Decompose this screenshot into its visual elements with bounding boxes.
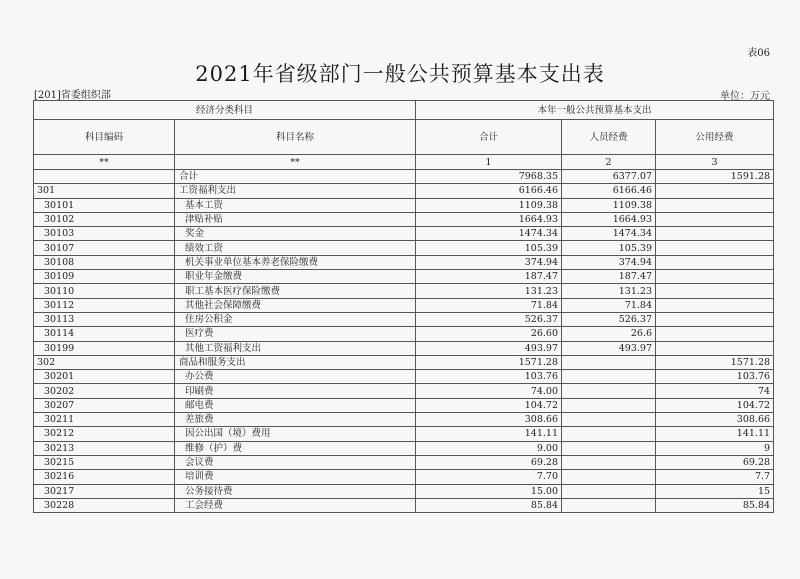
table-row bbox=[34, 370, 774, 384]
table-row bbox=[34, 227, 774, 241]
total-cell: 15.00 bbox=[416, 484, 562, 498]
total-cell: 26.60 bbox=[416, 327, 562, 341]
personnel-cell: 187.47 bbox=[562, 270, 656, 284]
code-cell: 30211 bbox=[34, 413, 175, 427]
total-cell: 7.70 bbox=[416, 470, 562, 484]
col-index-2: 2 bbox=[562, 155, 656, 170]
public-cell bbox=[656, 270, 774, 284]
personnel-cell bbox=[562, 370, 656, 384]
code-cell: 30199 bbox=[34, 341, 175, 355]
table-row bbox=[34, 298, 774, 312]
code-cell: 30109 bbox=[34, 270, 175, 284]
page-title: 2021年省级部门一般公共预算基本支出表 bbox=[195, 62, 605, 86]
personnel-cell bbox=[562, 413, 656, 427]
total-cell: 308.66 bbox=[416, 413, 562, 427]
code-cell: 30216 bbox=[34, 470, 175, 484]
table-row bbox=[34, 498, 774, 512]
name-cell: 邮电费 bbox=[175, 398, 416, 412]
total-cell: 1109.38 bbox=[416, 198, 562, 212]
name-cell: 医疗费 bbox=[175, 327, 416, 341]
personnel-cell: 6166.46 bbox=[562, 184, 656, 198]
mark-name: ** bbox=[175, 155, 416, 170]
personnel-cell bbox=[562, 355, 656, 369]
table-row bbox=[34, 284, 774, 298]
name-cell: 差旅费 bbox=[175, 413, 416, 427]
name-cell: 因公出国（境）费用 bbox=[175, 427, 416, 441]
name-cell: 培训费 bbox=[175, 470, 416, 484]
public-cell: 15 bbox=[656, 484, 774, 498]
total-cell: 493.97 bbox=[416, 341, 562, 355]
table-row bbox=[34, 255, 774, 269]
public-cell: 1571.28 bbox=[656, 355, 774, 369]
name-cell: 会议费 bbox=[175, 455, 416, 469]
table-row bbox=[34, 327, 774, 341]
public-cell bbox=[656, 212, 774, 226]
name-cell: 工会经费 bbox=[175, 498, 416, 512]
table-row bbox=[34, 398, 774, 412]
table-row bbox=[34, 413, 774, 427]
code-cell: 30202 bbox=[34, 384, 175, 398]
col-index-1: 1 bbox=[416, 155, 562, 170]
unit-label: 单位：万元 bbox=[720, 91, 770, 102]
name-cell: 合计 bbox=[175, 170, 416, 184]
name-cell: 机关事业单位基本养老保险缴费 bbox=[175, 255, 416, 269]
header-public: 公用经费 bbox=[656, 120, 774, 155]
table-row bbox=[34, 212, 774, 226]
total-cell: 105.39 bbox=[416, 241, 562, 255]
code-cell: 30110 bbox=[34, 284, 175, 298]
personnel-cell: 1664.93 bbox=[562, 212, 656, 226]
total-cell: 9.00 bbox=[416, 441, 562, 455]
personnel-cell bbox=[562, 470, 656, 484]
name-cell: 基本工资 bbox=[175, 198, 416, 212]
total-cell: 141.11 bbox=[416, 427, 562, 441]
personnel-cell: 26.6 bbox=[562, 327, 656, 341]
table-row bbox=[34, 484, 774, 498]
table-row bbox=[34, 355, 774, 369]
total-cell: 187.47 bbox=[416, 270, 562, 284]
table-row bbox=[34, 241, 774, 255]
col-index-3: 3 bbox=[656, 155, 774, 170]
public-cell: 74 bbox=[656, 384, 774, 398]
public-cell bbox=[656, 184, 774, 198]
name-cell: 维修（护）费 bbox=[175, 441, 416, 455]
public-cell: 103.76 bbox=[656, 370, 774, 384]
public-cell: 141.11 bbox=[656, 427, 774, 441]
personnel-cell: 105.39 bbox=[562, 241, 656, 255]
header-total: 合计 bbox=[416, 120, 562, 155]
personnel-cell: 6377.07 bbox=[562, 170, 656, 184]
public-cell bbox=[656, 227, 774, 241]
code-cell: 30213 bbox=[34, 441, 175, 455]
mark-code: ** bbox=[34, 155, 175, 170]
personnel-cell bbox=[562, 484, 656, 498]
personnel-cell: 374.94 bbox=[562, 255, 656, 269]
personnel-cell bbox=[562, 384, 656, 398]
header-code: 科目编码 bbox=[34, 120, 175, 155]
personnel-cell bbox=[562, 427, 656, 441]
personnel-cell: 1474.34 bbox=[562, 227, 656, 241]
total-cell: 103.76 bbox=[416, 370, 562, 384]
table-row bbox=[34, 170, 774, 184]
code-cell: 30102 bbox=[34, 212, 175, 226]
total-cell: 374.94 bbox=[416, 255, 562, 269]
personnel-cell: 493.97 bbox=[562, 341, 656, 355]
table-number: 表06 bbox=[747, 48, 770, 59]
code-cell: 30217 bbox=[34, 484, 175, 498]
public-cell: 308.66 bbox=[656, 413, 774, 427]
personnel-cell bbox=[562, 398, 656, 412]
table-row bbox=[34, 198, 774, 212]
public-cell bbox=[656, 327, 774, 341]
code-cell: 302 bbox=[34, 355, 175, 369]
name-cell: 绩效工资 bbox=[175, 241, 416, 255]
public-cell: 7.7 bbox=[656, 470, 774, 484]
personnel-cell bbox=[562, 441, 656, 455]
code-cell: 30228 bbox=[34, 498, 175, 512]
table-row bbox=[34, 427, 774, 441]
public-cell: 1591.28 bbox=[656, 170, 774, 184]
name-cell: 办公费 bbox=[175, 370, 416, 384]
code-cell: 30112 bbox=[34, 298, 175, 312]
public-cell bbox=[656, 198, 774, 212]
personnel-cell: 526.37 bbox=[562, 312, 656, 326]
header-name: 科目名称 bbox=[175, 120, 416, 155]
total-cell: 1664.93 bbox=[416, 212, 562, 226]
personnel-cell: 1109.38 bbox=[562, 198, 656, 212]
public-cell: 69.28 bbox=[656, 455, 774, 469]
code-cell: 30215 bbox=[34, 455, 175, 469]
department-label: [201]省委组织部 bbox=[34, 90, 111, 101]
table-row bbox=[34, 312, 774, 326]
total-cell: 71.84 bbox=[416, 298, 562, 312]
public-cell bbox=[656, 284, 774, 298]
table-row bbox=[34, 270, 774, 284]
code-cell: 30212 bbox=[34, 427, 175, 441]
table-row bbox=[34, 341, 774, 355]
code-cell: 30114 bbox=[34, 327, 175, 341]
personnel-cell: 131.23 bbox=[562, 284, 656, 298]
name-cell: 津贴补贴 bbox=[175, 212, 416, 226]
total-cell: 131.23 bbox=[416, 284, 562, 298]
public-cell bbox=[656, 298, 774, 312]
code-cell: 30101 bbox=[34, 198, 175, 212]
table-row bbox=[34, 470, 774, 484]
code-cell: 30103 bbox=[34, 227, 175, 241]
code-cell: 30107 bbox=[34, 241, 175, 255]
total-cell: 1474.34 bbox=[416, 227, 562, 241]
personnel-cell: 71.84 bbox=[562, 298, 656, 312]
code-cell: 301 bbox=[34, 184, 175, 198]
header-econ-class: 经济分类科目 bbox=[34, 101, 416, 120]
public-cell bbox=[656, 255, 774, 269]
code-cell: 30201 bbox=[34, 370, 175, 384]
table-row bbox=[34, 455, 774, 469]
public-cell bbox=[656, 341, 774, 355]
total-cell: 85.84 bbox=[416, 498, 562, 512]
public-cell: 104.72 bbox=[656, 398, 774, 412]
name-cell: 奖金 bbox=[175, 227, 416, 241]
code-cell: 30113 bbox=[34, 312, 175, 326]
total-cell: 69.28 bbox=[416, 455, 562, 469]
personnel-cell bbox=[562, 498, 656, 512]
code-cell: 30108 bbox=[34, 255, 175, 269]
name-cell: 其他工资福利支出 bbox=[175, 341, 416, 355]
budget-table bbox=[33, 100, 774, 513]
public-cell: 85.84 bbox=[656, 498, 774, 512]
public-cell bbox=[656, 241, 774, 255]
name-cell: 公务接待费 bbox=[175, 484, 416, 498]
name-cell: 商品和服务支出 bbox=[175, 355, 416, 369]
total-cell: 104.72 bbox=[416, 398, 562, 412]
name-cell: 住房公积金 bbox=[175, 312, 416, 326]
total-cell: 526.37 bbox=[416, 312, 562, 326]
table-row bbox=[34, 384, 774, 398]
total-cell: 6166.46 bbox=[416, 184, 562, 198]
total-cell: 1571.28 bbox=[416, 355, 562, 369]
table-row bbox=[34, 441, 774, 455]
header-personnel: 人员经费 bbox=[562, 120, 656, 155]
code-cell: 30207 bbox=[34, 398, 175, 412]
public-cell bbox=[656, 312, 774, 326]
code-cell bbox=[34, 170, 175, 184]
table-row bbox=[34, 184, 774, 198]
name-cell: 印刷费 bbox=[175, 384, 416, 398]
name-cell: 职工基本医疗保险缴费 bbox=[175, 284, 416, 298]
header-budget-group: 本年一般公共预算基本支出 bbox=[416, 101, 774, 120]
personnel-cell bbox=[562, 455, 656, 469]
total-cell: 7968.35 bbox=[416, 170, 562, 184]
name-cell: 工资福利支出 bbox=[175, 184, 416, 198]
public-cell: 9 bbox=[656, 441, 774, 455]
name-cell: 职业年金缴费 bbox=[175, 270, 416, 284]
name-cell: 其他社会保障缴费 bbox=[175, 298, 416, 312]
total-cell: 74.00 bbox=[416, 384, 562, 398]
